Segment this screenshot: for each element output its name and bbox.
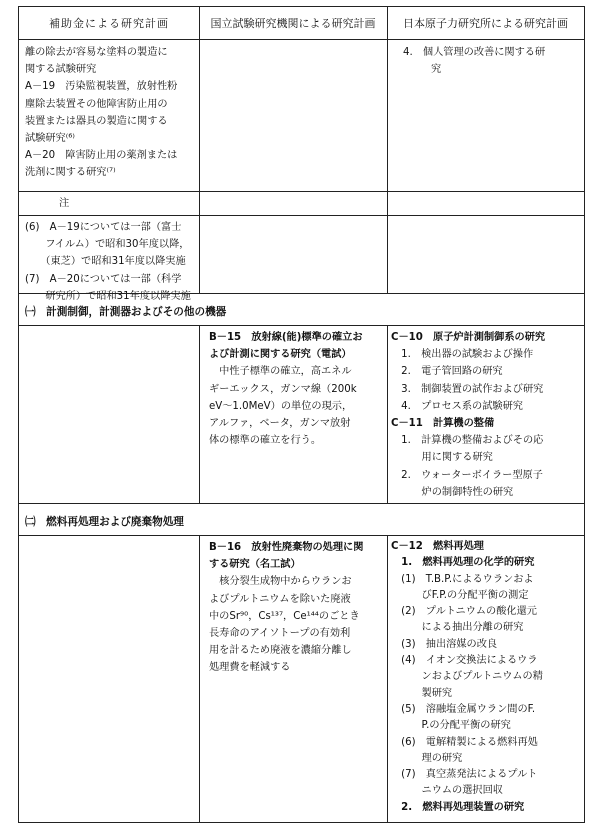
text-line: 用を計るため廃液を濃縮分離し	[209, 645, 352, 657]
text-line: B－15 放射線(能)標準の確立お	[209, 332, 363, 343]
col-divider-2-mid	[387, 325, 388, 503]
section2-national-labs-cell	[209, 329, 385, 449]
text-line: (6) 電解精製による燃料再処	[391, 736, 538, 748]
text-line: よび計測に関する研究（電試）	[209, 349, 352, 361]
note-line: フイルム）で昭和30年度以降，	[25, 239, 190, 251]
text-line: アルファ，ベータ，ガンマ放射	[209, 418, 351, 430]
col-divider-1-bottom	[199, 535, 200, 822]
row-divider	[19, 191, 584, 192]
text-line: (5) 溶融塩金属ウラン間のF.	[391, 703, 536, 715]
text-line: 2. 電子管回路の研究	[391, 366, 503, 378]
text-line: 関する試験研究	[25, 64, 97, 76]
note-label: 注	[59, 198, 70, 209]
band-divider	[19, 535, 584, 536]
col-divider-2-bottom	[387, 535, 388, 822]
text-line: B－16 放射性廃棄物の処理に関	[209, 542, 364, 553]
text-line: 2. ウォーターボイラー型原子	[391, 469, 543, 481]
text-line: ギーエックス，ガンマ線（200k	[209, 383, 357, 395]
text-line: 離の除去が容易な塗料の製造に	[25, 47, 168, 58]
text-line: 装置または器具の製造に関する	[25, 115, 168, 127]
text-line: 1. 計算機の整備およびその応	[391, 435, 544, 447]
text-line: A－20 障害防止用の薬剤または	[25, 150, 178, 162]
text-line: 1. 燃料再処理の化学的研究	[391, 557, 535, 569]
text-line: 4. プロセス系の試験研究	[391, 400, 523, 412]
note-line: （東芝）で昭和31年度以降実施	[25, 256, 186, 268]
text-line: 炉の制御特性の研究	[391, 486, 514, 498]
text-line: 中のSr⁹⁰，Cs¹³⁷，Ce¹⁴⁴のごとき	[209, 610, 360, 622]
band-divider	[19, 503, 584, 504]
text-line: よびプルトニウムを除いた廃液	[209, 593, 351, 605]
text-line: C－10 原子炉計測制御系の研究	[391, 332, 546, 343]
row-divider	[19, 215, 584, 216]
section2-jaeri-cell	[391, 329, 583, 501]
note-line: (7) A－20については一部（科学	[25, 273, 182, 285]
text-line: P.の分配平衡の研究	[391, 720, 511, 732]
text-line: ンおよびプルトニウムの精	[391, 671, 543, 683]
text-line: する研究（名工試）	[209, 559, 301, 571]
section1-subsidy-cell	[25, 44, 197, 182]
text-line: 理の研究	[391, 752, 463, 764]
note-line: (6) A－19については一部（富士	[25, 222, 182, 233]
text-line: (4) イオン交換法によるウラ	[391, 655, 538, 667]
text-line: eV～1.0MeV）の単位の現示，	[209, 400, 353, 412]
header-national-labs: 国立試験研究機関による研究計画	[210, 17, 376, 30]
text-line: 1. 検出器の試験および操作	[391, 349, 534, 361]
text-line: C－12 燃料再処理	[391, 541, 484, 552]
text-line: 塵除去装置その他障害防止用の	[25, 98, 168, 110]
text-line: 中性子標準の確立，高エネル	[209, 366, 352, 378]
header-jaeri: 日本原子力研究所による研究計画	[403, 17, 568, 30]
col-divider-1-mid	[199, 325, 200, 503]
text-line: (2) プルトニウムの酸化還元	[391, 606, 537, 618]
document-table	[18, 6, 585, 823]
text-line: 究	[431, 64, 442, 76]
text-line: 洗剤に関する研究⁽⁷⁾	[25, 167, 116, 179]
text-line: による抽出分離の研究	[391, 622, 524, 634]
section3-jaeri-cell	[391, 539, 583, 816]
text-line: ニウムの選択回収	[391, 785, 503, 797]
text-line: (1) T.B.P.によるウランおよ	[391, 573, 534, 585]
text-line: 4. 個人管理の改善に関する研	[403, 47, 546, 58]
section3-national-labs-cell	[209, 539, 385, 677]
band-fuel-reprocessing: ㈡ 燃料再処理および廃棄物処理	[25, 516, 184, 528]
text-line: 試験研究⁽⁶⁾	[25, 133, 75, 145]
col-divider-1-top	[199, 7, 200, 293]
text-line: 体の標準の確立を行う。	[209, 435, 322, 447]
text-line: 2. 燃料再処理装置の研究	[391, 801, 525, 813]
text-line: 3. 制御装置の試作および研究	[391, 383, 544, 395]
text-line: 処理費を軽減する	[209, 662, 291, 674]
text-line: C－11 計算機の整備	[391, 418, 495, 430]
section1-jaeri-cell	[403, 44, 581, 78]
band-instrumentation: ㈠ 計測制御，計測器およびその他の機器	[25, 306, 227, 318]
header-divider	[19, 39, 584, 40]
text-line: A－19 汚染監視装置，放射性粉	[25, 81, 178, 93]
text-line: 核分裂生成物中からウランお	[209, 576, 352, 588]
text-line: (7) 真空蒸発法によるプルト	[391, 769, 538, 781]
text-line: 用に関する研究	[391, 452, 493, 464]
band-divider	[19, 325, 584, 326]
band-divider	[19, 293, 584, 294]
text-line: (3) 抽出溶媒の改良	[391, 638, 498, 650]
text-line: びF.P.の分配平衡の測定	[391, 589, 529, 601]
header-subsidy: 補助金による研究計画	[49, 17, 169, 30]
note-line: 研究所）で昭和31年度以降実施	[25, 290, 191, 302]
text-line: 製研究	[391, 687, 453, 699]
col-divider-2-top	[387, 7, 388, 293]
text-line: 長寿命のアイソトープの有効利	[209, 628, 351, 640]
